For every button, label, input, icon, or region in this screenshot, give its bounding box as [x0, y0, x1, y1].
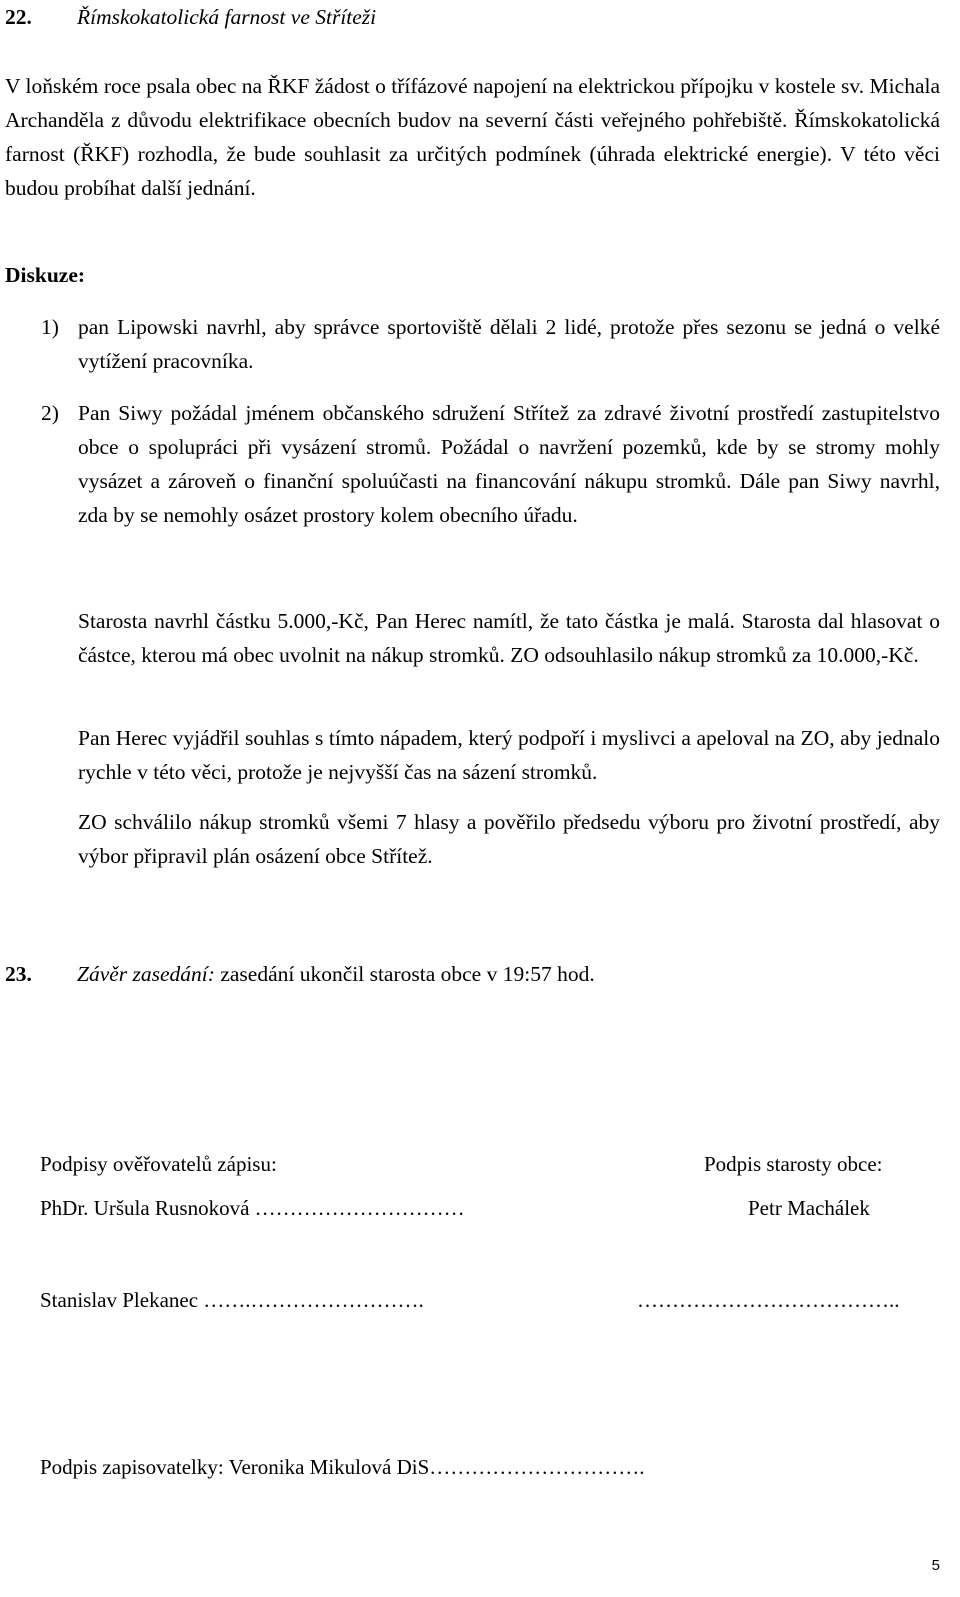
discussion-item-2	[41, 396, 940, 532]
page-number: 5	[931, 1557, 940, 1574]
section-title: Závěr zasedání:	[77, 962, 215, 986]
list-marker: 2)	[41, 401, 59, 425]
list-marker: 1)	[41, 315, 59, 339]
discussion-item-1	[41, 310, 940, 378]
section-22-heading	[5, 0, 376, 34]
discussion-heading: Diskuze:	[5, 263, 86, 287]
recorder-signature-line: Podpis zapisovatelky: Veronika Mikulová DiS………………………….	[40, 1455, 645, 1479]
section-number: 23.	[5, 962, 32, 986]
verifier-2-signature-line: Stanislav Plekanec …….…………………….	[40, 1288, 424, 1312]
verifiers-label: Podpisy ověřovatelů zápisu:	[40, 1152, 277, 1176]
section-number: 22.	[5, 5, 32, 29]
section-23-heading	[5, 957, 595, 991]
mayor-label: Podpis starosty obce:	[704, 1152, 883, 1176]
mayor-name: Petr Machálek	[748, 1196, 870, 1220]
list-item-text: Pan Siwy požádal jménem občanského sdružení Střítež za zdravé životní prostředí zastupitelstvo obce o spolupráci při vysázení stromů. Požádal o navržení pozemků, kde by se stromy mohly vysázet a zároveň o finanční spoluúčasti na financování nákupu stromků. Dále pan Siwy navrhl, zda by se nemohly osázet prostory kolem obecního úřadu.	[78, 401, 940, 527]
section-title: Římskokatolická farnost ve Stříteži	[77, 5, 377, 29]
verifier-1-signature-line: PhDr. Uršula Rusnoková …………………………	[40, 1196, 465, 1220]
section-22-paragraph: V loňském roce psala obec na ŘKF žádost o třífázové napojení na elektrickou přípojku v kostele sv. Michala Archanděla z důvodu elektrifikace obecních budov na severní části veřejného pohřebiště. Římskokatolická farnost (ŘKF) rozhodla, že bude souhlasit za určitých podmínek (úhrada elektrické energie). V této věci budou probíhat další jednání.	[5, 73, 940, 200]
list-item-text: pan Lipowski navrhl, aby správce sportoviště dělali 2 lidé, protože přes sezonu se jedná o velké vytížení pracovníka.	[78, 315, 940, 373]
discussion-paragraph-3: ZO schválilo nákup stromků všemi 7 hlasy a pověřilo předsedu výboru pro životní prostředí, aby výbor připravil plán osázení obce Střítež.	[78, 809, 940, 868]
section-text: zasedání ukončil starosta obce v 19:57 hod.	[214, 962, 595, 986]
discussion-paragraph-2: Pan Herec vyjádřil souhlas s tímto nápadem, který podpoří i myslivci a apeloval na ZO, aby jednalo rychle v této věci, protože je nejvyšší čas na sázení stromků.	[78, 725, 940, 784]
discussion-paragraph-1: Starosta navrhl částku 5.000,-Kč, Pan Herec namítl, že tato částka je malá. Starosta dal hlasovat o částce, kterou má obec uvolnit na nákup stromků. ZO odsouhlasilo nákup stromků za 10.000,-Kč.	[78, 608, 940, 667]
mayor-signature-line: ………………………………..	[637, 1288, 900, 1312]
